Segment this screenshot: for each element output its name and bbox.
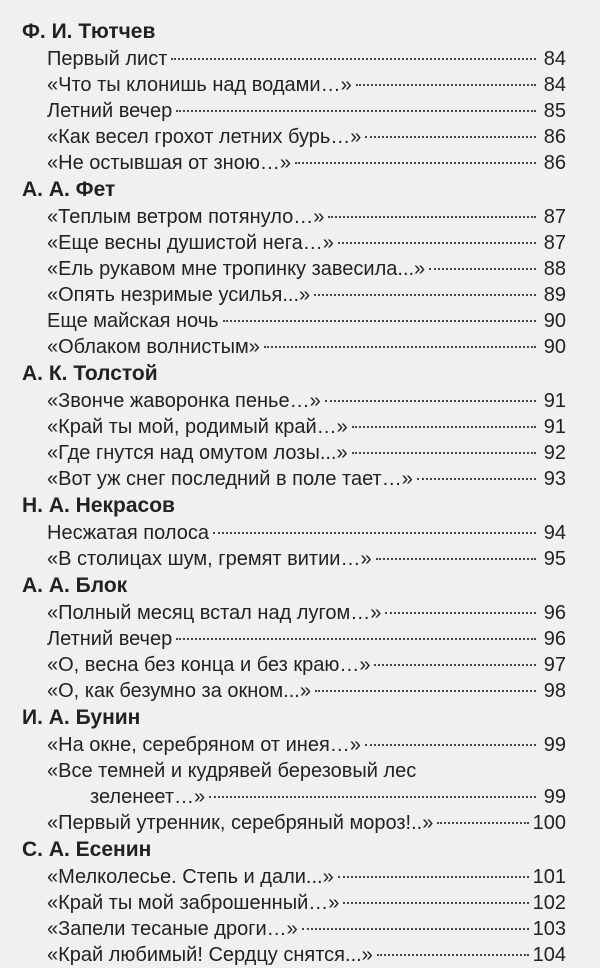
entry-page: 97 — [543, 654, 566, 676]
toc-entry[interactable] — [22, 942, 566, 968]
dot-leader — [171, 58, 536, 60]
entry-page: 90 — [543, 310, 566, 332]
dot-leader — [365, 136, 536, 138]
dot-leader — [328, 216, 536, 218]
dot-leader — [223, 320, 536, 322]
toc-entry[interactable] — [22, 864, 566, 890]
entry-title: «Ель рукавом мне тропинку завесила...» — [47, 258, 426, 280]
author-heading: А. К. Толстой — [22, 362, 158, 385]
entry-title: «Полный месяц встал над лугом…» — [47, 602, 382, 624]
entry-page: 100 — [532, 812, 566, 834]
dot-leader — [338, 242, 536, 244]
entry-page: 89 — [543, 284, 566, 306]
dot-leader — [374, 664, 536, 666]
author-heading: А. А. Блок — [22, 574, 128, 597]
entry-page: 96 — [543, 602, 566, 624]
toc-entry[interactable] — [22, 520, 566, 546]
entry-page: 103 — [532, 918, 566, 940]
dot-leader — [325, 400, 536, 402]
dot-leader — [365, 744, 536, 746]
toc-entry[interactable] — [22, 758, 566, 810]
toc-entry[interactable] — [22, 46, 566, 72]
entry-page: 90 — [543, 336, 566, 358]
entry-title: «Еще весны душистой нега…» — [47, 232, 334, 254]
entry-title-continued: зеленеет…» — [90, 786, 206, 808]
toc-entry[interactable] — [22, 916, 566, 942]
toc-entry[interactable] — [22, 98, 566, 124]
dot-leader — [209, 796, 536, 798]
toc-entry[interactable] — [22, 890, 566, 916]
toc-entry[interactable] — [22, 732, 566, 758]
dot-leader — [343, 902, 528, 904]
entry-title: «Облаком волнистым» — [47, 336, 260, 358]
entry-title: Летний вечер — [47, 628, 173, 650]
dot-leader — [356, 84, 536, 86]
toc-entry[interactable] — [22, 626, 566, 652]
entry-title: «О, как безумно за окном...» — [47, 680, 311, 702]
entry-page: 104 — [532, 944, 566, 966]
entry-title: Первый лист — [47, 48, 168, 70]
toc-entry[interactable] — [22, 440, 566, 466]
toc-entry[interactable] — [22, 810, 566, 836]
entry-title: «Вот уж снег последний в поле тает…» — [47, 468, 413, 490]
entry-title: «Край любимый! Сердцу снятся...» — [47, 944, 373, 966]
entry-title: «Опять незримые усилья...» — [47, 284, 311, 306]
dot-leader — [376, 558, 536, 560]
author-heading: Ф. И. Тютчев — [22, 20, 156, 43]
toc-entry[interactable] — [22, 124, 566, 150]
entry-title: «Как весел грохот летних бурь…» — [47, 126, 362, 148]
entry-title: «На окне, серебряном от инея…» — [47, 734, 361, 756]
toc-entry[interactable] — [22, 388, 566, 414]
author-heading: С. А. Есенин — [22, 838, 152, 861]
entry-title: «О, весна без конца и без краю…» — [47, 654, 371, 676]
entry-title: «Где гнутся над омутом лозы...» — [47, 442, 348, 464]
author-section — [22, 176, 566, 360]
entry-title: «Все темней и кудрявей березовый лес — [47, 760, 417, 782]
entry-page: 98 — [543, 680, 566, 702]
dot-leader — [176, 110, 536, 112]
entry-title: «Мелколесье. Степь и дали...» — [47, 866, 334, 888]
toc-entry[interactable] — [22, 308, 566, 334]
toc-entry[interactable] — [22, 204, 566, 230]
toc-entry[interactable] — [22, 230, 566, 256]
entry-page: 86 — [543, 152, 566, 174]
toc-entry[interactable] — [22, 546, 566, 572]
entry-page: 84 — [543, 74, 566, 96]
entry-title: «Край ты мой, родимый край…» — [47, 416, 348, 438]
author-section — [22, 572, 566, 704]
entry-title: «В столицах шум, гремят витии…» — [47, 548, 372, 570]
toc-entry[interactable] — [22, 652, 566, 678]
dot-leader — [338, 876, 529, 878]
entry-page: 95 — [543, 548, 566, 570]
dot-leader — [385, 612, 536, 614]
entry-title: Летний вечер — [47, 100, 173, 122]
dot-leader — [264, 346, 536, 348]
entry-page: 94 — [543, 522, 566, 544]
dot-leader — [314, 294, 536, 296]
toc-entry[interactable] — [22, 466, 566, 492]
dot-leader — [302, 928, 529, 930]
dot-leader — [176, 638, 536, 640]
author-section — [22, 492, 566, 572]
entry-title: «Звонче жаворонка пенье…» — [47, 390, 321, 412]
entry-page: 99 — [543, 734, 566, 756]
entry-title: Еще майская ночь — [47, 310, 219, 332]
entry-title: Несжатая полоса — [47, 522, 209, 544]
toc-entry[interactable] — [22, 334, 566, 360]
entry-page: 86 — [543, 126, 566, 148]
dot-leader — [213, 532, 536, 534]
dot-leader — [352, 452, 536, 454]
dot-leader — [352, 426, 536, 428]
author-heading: Н. А. Некрасов — [22, 494, 175, 517]
dot-leader — [429, 268, 536, 270]
author-section — [22, 18, 566, 176]
entry-page: 92 — [543, 442, 566, 464]
entry-page: 101 — [532, 866, 566, 888]
entry-page: 91 — [543, 390, 566, 412]
entry-title: «Запели тесаные дроги…» — [47, 918, 298, 940]
author-section — [22, 704, 566, 836]
author-section — [22, 360, 566, 492]
dot-leader — [377, 954, 529, 956]
toc-entry[interactable] — [22, 72, 566, 98]
toc-entry[interactable] — [22, 256, 566, 282]
entry-page: 87 — [543, 206, 566, 228]
dot-leader — [437, 822, 528, 824]
dot-leader — [417, 478, 536, 480]
entry-title: «Первый утренник, серебряный мороз!..» — [47, 812, 434, 834]
entry-page: 96 — [543, 628, 566, 650]
toc-entry[interactable] — [22, 600, 566, 626]
entry-title: «Что ты клонишь над водами…» — [47, 74, 352, 96]
toc-entry[interactable] — [22, 414, 566, 440]
author-section — [22, 836, 566, 968]
author-heading: А. А. Фет — [22, 178, 116, 201]
entry-page: 102 — [532, 892, 566, 914]
toc-entry[interactable] — [22, 150, 566, 176]
entry-title: «Теплым ветром потянуло…» — [47, 206, 325, 228]
author-heading: И. А. Бунин — [22, 706, 141, 729]
entry-page: 87 — [543, 232, 566, 254]
toc-entry[interactable] — [22, 678, 566, 704]
entry-page: 91 — [543, 416, 566, 438]
dot-leader — [295, 162, 536, 164]
entry-title: «Не остывшая от зною…» — [47, 152, 291, 174]
dot-leader — [315, 690, 536, 692]
entry-page: 84 — [543, 48, 566, 70]
entry-page: 88 — [543, 258, 566, 280]
entry-page: 85 — [543, 100, 566, 122]
entry-title: «Край ты мой заброшенный…» — [47, 892, 340, 914]
entry-page: 99 — [543, 786, 566, 808]
toc-entry[interactable] — [22, 282, 566, 308]
entry-page: 93 — [543, 468, 566, 490]
